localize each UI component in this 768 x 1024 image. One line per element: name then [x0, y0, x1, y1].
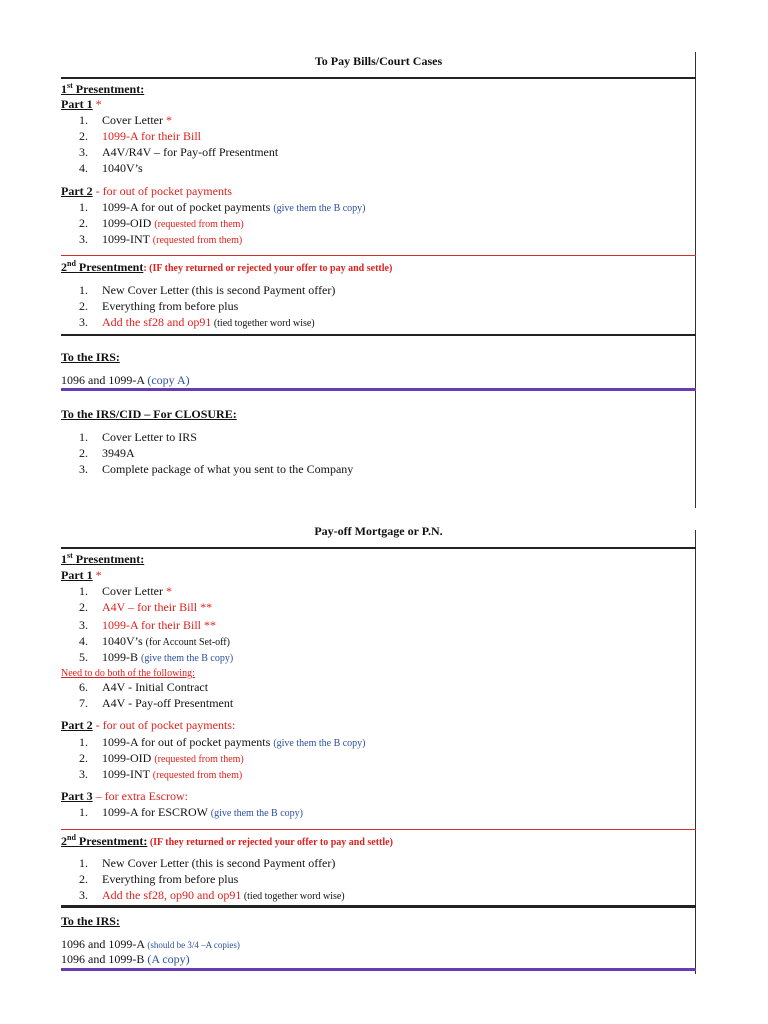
list-item: 3. Add the sf28, op90 and op91 (tied together word wise): [79, 888, 345, 902]
list-item: 3. 1099-A for their Bill **: [79, 618, 216, 632]
list-item: 4. 1040V’s (for Account Set-off): [79, 634, 230, 648]
need-both-note: Need to do both of the following:: [61, 668, 195, 679]
presentment-1-heading: 1st Presentment:: [61, 551, 145, 566]
part-2-heading: Part 2 - for out of pocket payments: [61, 184, 232, 198]
list-item: 1. Cover Letter *: [79, 584, 172, 598]
list-item: 2. 1099-OID (requested from them): [79, 751, 244, 765]
list-item: 3. Add the sf28 and op91 (tied together word wise): [79, 315, 315, 329]
list-item: 5. 1099-B (give them the B copy): [79, 650, 234, 664]
divider: [61, 388, 696, 391]
list-item: 1. Cover Letter to IRS: [79, 430, 197, 444]
list-item: 3. 1099-INT (requested from them): [79, 767, 243, 781]
list-item: 3. 1099-INT (requested from them): [79, 232, 243, 246]
irs-heading: To the IRS:: [61, 350, 120, 364]
divider: [61, 547, 696, 549]
divider: [61, 77, 696, 79]
irs-line: 1096 and 1099-A (should be 3/4 –A copies): [61, 937, 240, 951]
irs-heading: To the IRS:: [61, 914, 120, 928]
list-item: 7. A4V - Pay-off Presentment: [79, 696, 234, 710]
list-item: 4. 1040V’s: [79, 161, 143, 175]
divider: [61, 905, 696, 908]
list-item: 2. 1099-A for their Bill: [79, 129, 201, 143]
list-item: 2. 3949A: [79, 446, 135, 460]
list-item: 1. Cover Letter *: [79, 113, 172, 127]
list-item: 1. New Cover Letter (this is second Payment offer): [79, 856, 336, 870]
presentment-1-heading: 1st Presentment:: [61, 81, 145, 96]
divider: [61, 829, 696, 830]
section-title: Pay-off Mortgage or P.N.: [314, 524, 443, 538]
list-item: 3. A4V/R4V – for Pay-off Presentment: [79, 145, 279, 159]
list-item: 2. A4V – for their Bill **: [79, 600, 213, 614]
divider: [61, 968, 696, 971]
list-item: 1. 1099-A for out of pocket payments (give them the B copy): [79, 200, 366, 214]
irs-line: 1096 and 1099-B (A copy): [61, 952, 190, 966]
part-2-heading: Part 2 - for out of pocket payments:: [61, 718, 236, 732]
list-item: 3. Complete package of what you sent to the Company: [79, 462, 354, 476]
divider: [61, 334, 696, 336]
list-item: 1. New Cover Letter (this is second Payment offer): [79, 283, 336, 297]
list-item: 1. 1099-A for ESCROW (give them the B copy): [79, 805, 303, 819]
irs-line: 1096 and 1099-A (copy A): [61, 373, 190, 387]
presentment-2-heading: 2nd Presentment: (IF they returned or rejected your offer to pay and settle): [61, 259, 393, 274]
part-1-heading: Part 1 *: [61, 97, 102, 111]
list-item: 2. Everything from before plus: [79, 299, 239, 313]
divider: [61, 255, 696, 256]
list-item: 2. Everything from before plus: [79, 872, 239, 886]
closure-heading: To the IRS/CID – For CLOSURE:: [61, 407, 237, 421]
list-item: 1. 1099-A for out of pocket payments (give them the B copy): [79, 735, 366, 749]
section-title: To Pay Bills/Court Cases: [314, 54, 443, 68]
part-3-heading: Part 3 – for extra Escrow:: [61, 789, 188, 803]
list-item: 6. A4V - Initial Contract: [79, 680, 209, 694]
presentment-2-heading: 2nd Presentment: (IF they returned or rejected your offer to pay and settle): [61, 833, 393, 848]
list-item: 2. 1099-OID (requested from them): [79, 216, 244, 230]
part-1-heading: Part 1 *: [61, 568, 102, 582]
